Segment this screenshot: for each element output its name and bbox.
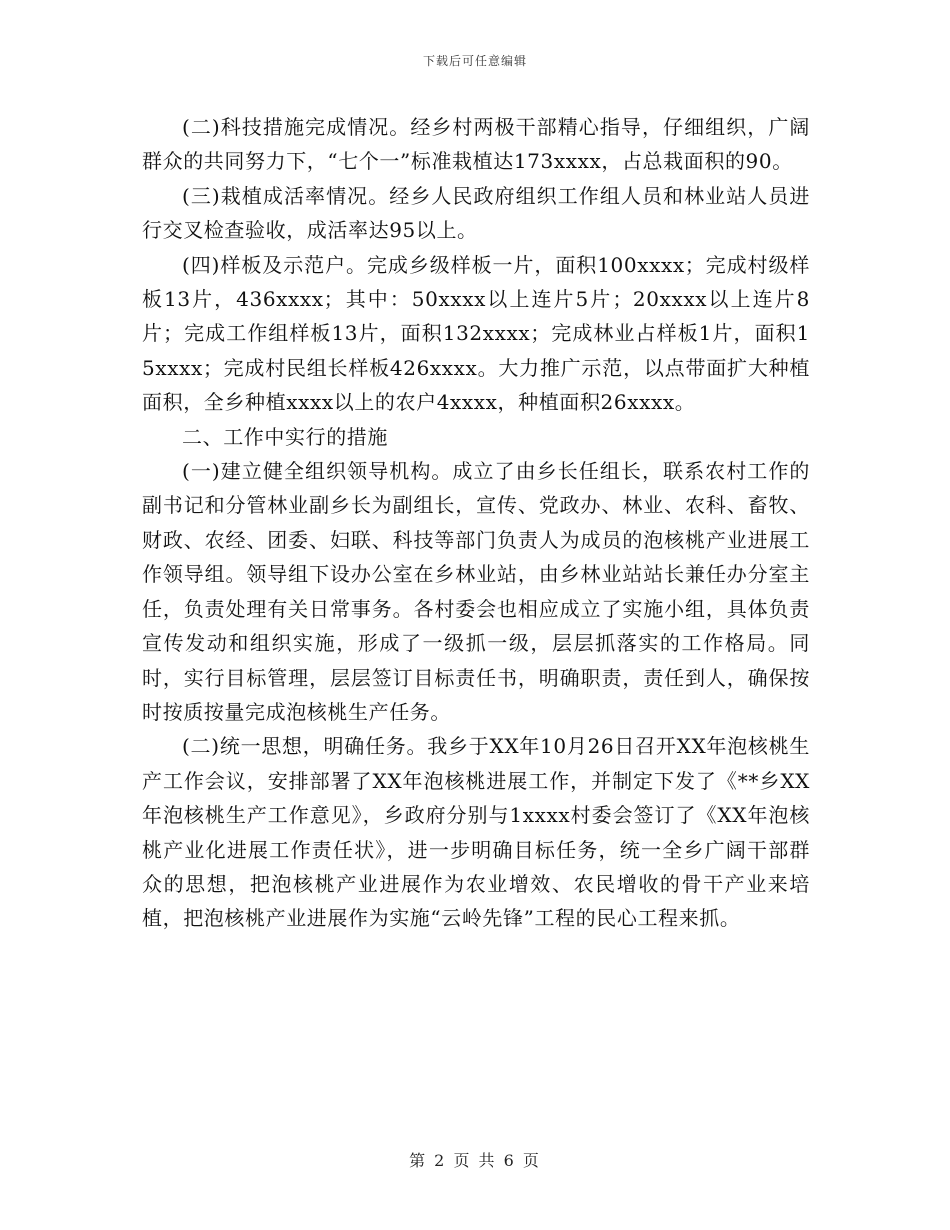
paragraph-demonstration: (四)样板及示范户。完成乡级样板一片，面积100xxxx；完成村级样板13片，436xxxx；其中：50xxxx以上连片5片；20xxxx以上连片8片；完成工作组样板13片，面积132xxxx；完成林业占样板1片，面积15xxxx；完成村民组长样板426xxxx。大力推广示范，以点带面扩大种植面积，全乡种植xxxx以上的农户4xxxx，种植面积26xxxx。 [142, 252, 810, 415]
document-body [142, 110, 810, 936]
paragraph-unify-thinking: (二)统一思想，明确任务。我乡于XX年10月26日召开XX年泡核桃生产工作会议，安排部署了XX年泡核桃进展工作，并制定下发了《**乡XX年泡核桃生产工作意见》，乡政府分别与1xxxx村委会签订了《XX年泡核桃产业化进展工作责任状》，进一步明确目标任务，统一全乡广阔干部群众的思想，把泡核桃产业进展作为农业增效、农民增收的骨干产业来培植，把泡核桃产业进展作为实施“云岭先锋”工程的民心工程来抓。 [142, 734, 810, 931]
section-heading-measures: 二、工作中实行的措施 [182, 424, 388, 449]
page-number-footer: 第 2 页 共 6 页 [409, 1151, 541, 1170]
paragraph-survival-rate: (三)栽植成活率情况。经乡人民政府组织工作组人员和林业站人员进行交叉检查验收，成活率达95以上。 [142, 183, 810, 243]
paragraph-tech-measures: (二)科技措施完成情况。经乡村两极干部精心指导，仔细组织，广阔群众的共同努力下，“七个一”标准栽植达173xxxx，占总栽面积的90。 [142, 115, 810, 174]
paragraph-organization: (一)建立健全组织领导机构。成立了由乡长任组长，联系农村工作的副书记和分管林业副乡长为副组长，宣传、党政办、林业、农科、畜牧、财政、农经、团委、妇联、科技等部门负责人为成员的泡核桃产业进展工作领导组。领导组下设办公室在乡林业站，由乡林业站站长兼任办分室主任，负责处理有关日常事务。各村委会也相应成立了实施小组，具体负责宣传发动和组织实施，形成了一级抓一级，层层抓落实的工作格局。同时，实行目标管理，层层签订目标责任书，明确职责，责任到人，确保按时按质按量完成泡核桃生产任务。 [142, 459, 810, 724]
page-header: 下载后可任意编辑 [422, 54, 527, 68]
